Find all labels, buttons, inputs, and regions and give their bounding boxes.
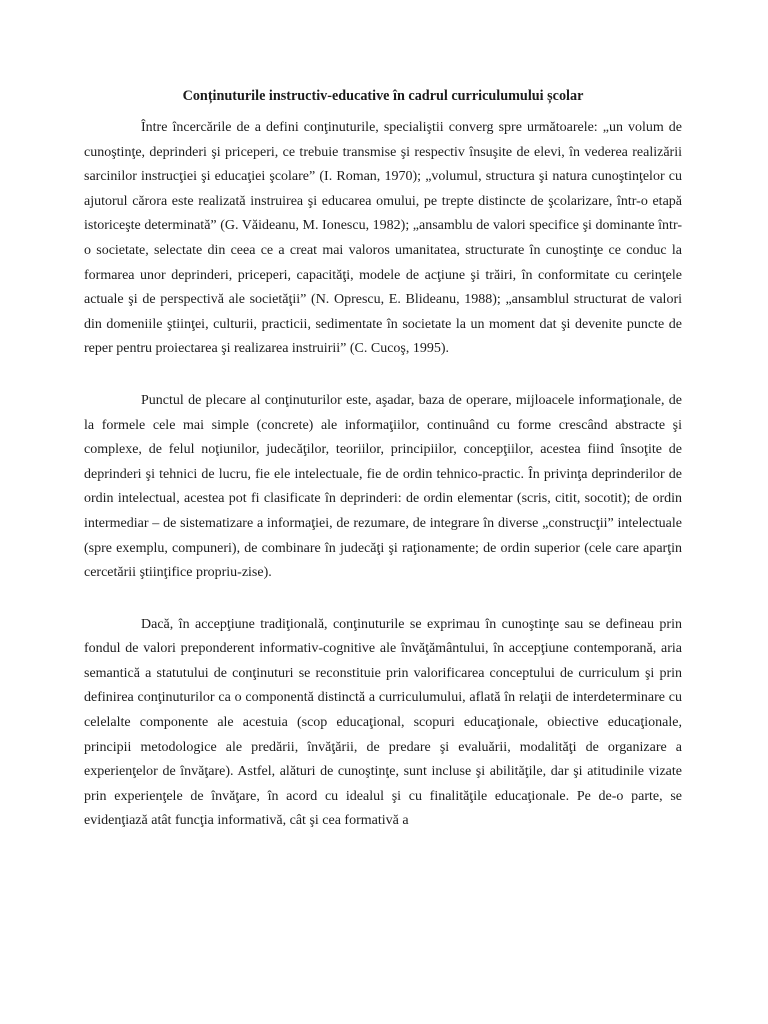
document-title: Conținuturile instructiv-educative în cadrul curriculumului școlar xyxy=(182,88,584,104)
paragraph-traditional-vs-contemporary: Dacă, în accepţiune tradiţională, conţinuturile se exprimau în cunoştinţe sau se defineau prin fondul de valori preponderent informativ-cognitive ale învăţământului, în accepţiune contemporană, aria semantică a statutului de conţinuturi se reconstituie prin valorificarea conceptului de curriculum şi prin definirea conţinuturilor ca o componentă distinctă a curriculumului, aflată în relaţii de interdeterminare cu celelalte componente ale acestuia (scop educaţional, scopuri educaţionale, obiective educaţionale, principii metodologice ale predării, învăţării, de predare şi evaluării, modalităţi de organizare a experienţelor de învăţare). Astfel, alături de cunoştinţe, sunt incluse şi abilităţile, dar şi atitudinile vizate prin experienţele de învăţare, în acord cu idealul şi cu finalităţile educaţionale. Pe de-o parte, se evidenţiază atât funcţia informativă, cât şi cea formativă a xyxy=(84,616,682,829)
paragraph-definitions: Între încercările de a defini conţinuturile, specialiştii converg spre următoarele: „un volum de cunoştinţe, deprinderi şi priceperi, ce trebuie transmise şi respectiv însuşite de elevi, în vederea realizării sarcinilor instrucţiei şi educaţiei şcolare” (I. Roman, 1970); „volumul, structura şi natura cunoştinţelor cu ajutorul cărora este realizată instruirea şi educarea omului, pe trepte distincte de şcolarizare, într-o etapă istoriceşte determinată” (G. Văideanu, M. Ionescu, 1982); „ansamblu de valori specifice şi dominante într-o societate, selectate din ceea ce a creat mai valoros umanitatea, structurate în cunoştinţe ce conduc la formarea unor deprinderi, priceperi, capacităţi, modele de acţiune şi trăiri, în conformitate cu cerinţele actuale şi de perspectivă ale societăţii” (N. Oprescu, E. Blideanu, 1988); „ansamblul structurat de valori din domeniile ştiinţei, culturii, practicii, sedimentate în societate la un moment dat şi devenite puncte de reper pentru proiectarea şi realizarea instruirii” (C. Cucoş, 1995). xyxy=(84,120,682,357)
paragraph-starting-point: Punctul de plecare al conţinuturilor este, aşadar, baza de operare, mijloacele informaţionale, de la formele cele mai simple (concrete) ale informaţiilor, continuând cu forme crescând abstracte şi complexe, de felul noţiunilor, judecăţilor, teoriilor, principiilor, concepţiilor, acestea fiind însoţite de deprinderi şi tehnici de lucru, fie ele intelectuale, fie de ordin tehnico-practic. În privinţa deprinderilor de ordin intelectual, acestea pot fi clasificate în deprinderi: de ordin elementar (scris, citit, socotit); de ordin intermediar – de sistematizare a informaţiei, de rezumare, de integrare în diverse „construcţii” intelectuale (spre exemplu, compuneri), de combinare în judecăţi şi raţionamente; de ordin superior (cele care aparţin cercetării ştiinţifice propriu-zise). xyxy=(84,392,682,581)
